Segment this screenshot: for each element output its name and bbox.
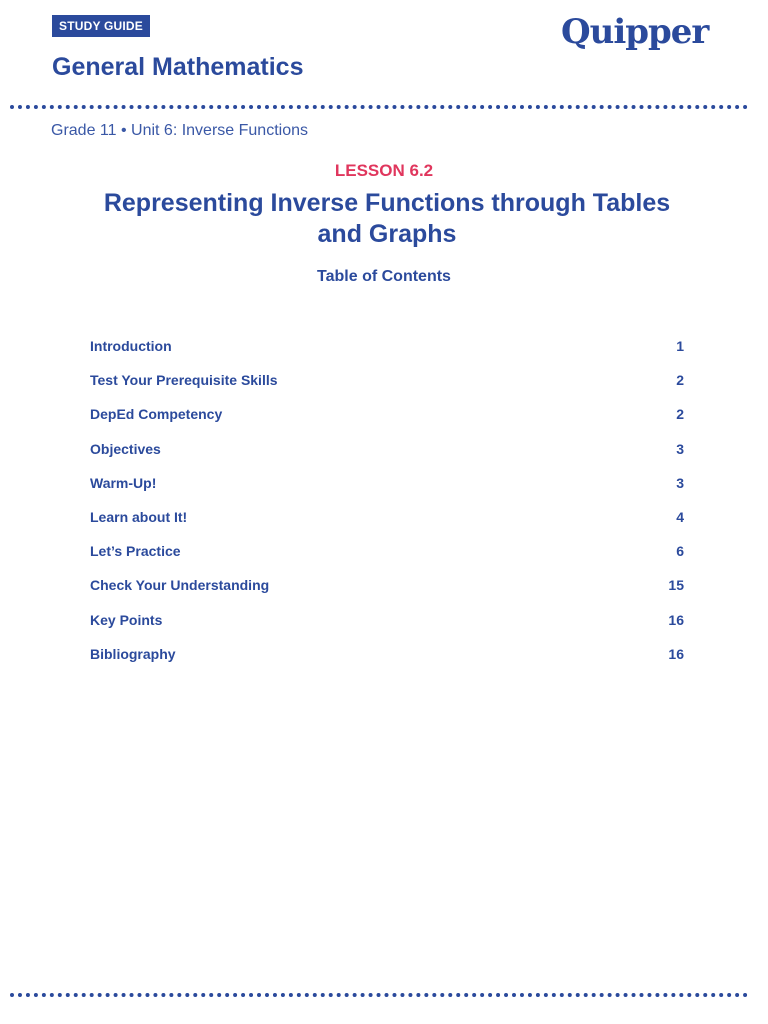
- toc-entry-lets-practice[interactable]: [90, 541, 684, 575]
- toc-entry-page: 15: [668, 577, 684, 594]
- toc-entry-title: DepEd Competency: [90, 406, 223, 423]
- toc-entry-introduction[interactable]: [90, 336, 684, 370]
- toc-entry-title: Let’s Practice: [90, 543, 181, 560]
- subject-title: General Mathematics: [52, 53, 304, 81]
- top-divider: [10, 105, 748, 109]
- toc-entry-objectives[interactable]: [90, 439, 684, 473]
- study-guide-badge: STUDY GUIDE: [52, 15, 150, 37]
- table-of-contents: [90, 336, 684, 678]
- bottom-divider: [10, 993, 748, 997]
- toc-entry-key-points[interactable]: [90, 610, 684, 644]
- toc-entry-page: 6: [676, 543, 684, 560]
- toc-entry-title: Learn about It!: [90, 508, 188, 525]
- toc-entry-bibliography[interactable]: [90, 644, 684, 678]
- toc-entry-title: Objectives: [90, 440, 161, 457]
- toc-entry-test-your-prerequisite-skills[interactable]: [90, 370, 684, 404]
- toc-entry-title: Key Points: [90, 611, 163, 628]
- toc-entry-title: Check Your Understanding: [90, 577, 270, 594]
- toc-entry-title: Warm-Up!: [90, 474, 157, 491]
- toc-entry-page: 16: [668, 645, 684, 662]
- toc-entry-learn-about-it[interactable]: [90, 507, 684, 541]
- toc-entry-warm-up[interactable]: [90, 473, 684, 507]
- toc-entry-page: 2: [676, 406, 684, 423]
- lesson-label: LESSON 6.2: [334, 161, 434, 180]
- toc-entry-page: 4: [676, 508, 684, 525]
- toc-entry-page: 3: [676, 440, 684, 457]
- quipper-logo: Quipper: [561, 12, 709, 52]
- unit-info: Grade 11 • Unit 6: Inverse Functions: [51, 122, 308, 139]
- toc-entry-page: 3: [676, 474, 684, 491]
- toc-entry-check-your-understanding[interactable]: [90, 575, 684, 609]
- toc-entry-page: 16: [668, 611, 684, 628]
- toc-entry-deped-competency[interactable]: [90, 404, 684, 438]
- toc-entry-page: 2: [676, 372, 684, 389]
- toc-entry-title: Bibliography: [90, 645, 176, 662]
- lesson-title: Representing Inverse Functions through Tables and Graphs: [103, 189, 671, 248]
- toc-entry-page: 1: [676, 338, 684, 354]
- toc-heading: Table of Contents: [317, 268, 451, 285]
- toc-entry-title: Introduction: [90, 338, 172, 354]
- toc-entry-title: Test Your Prerequisite Skills: [90, 372, 278, 389]
